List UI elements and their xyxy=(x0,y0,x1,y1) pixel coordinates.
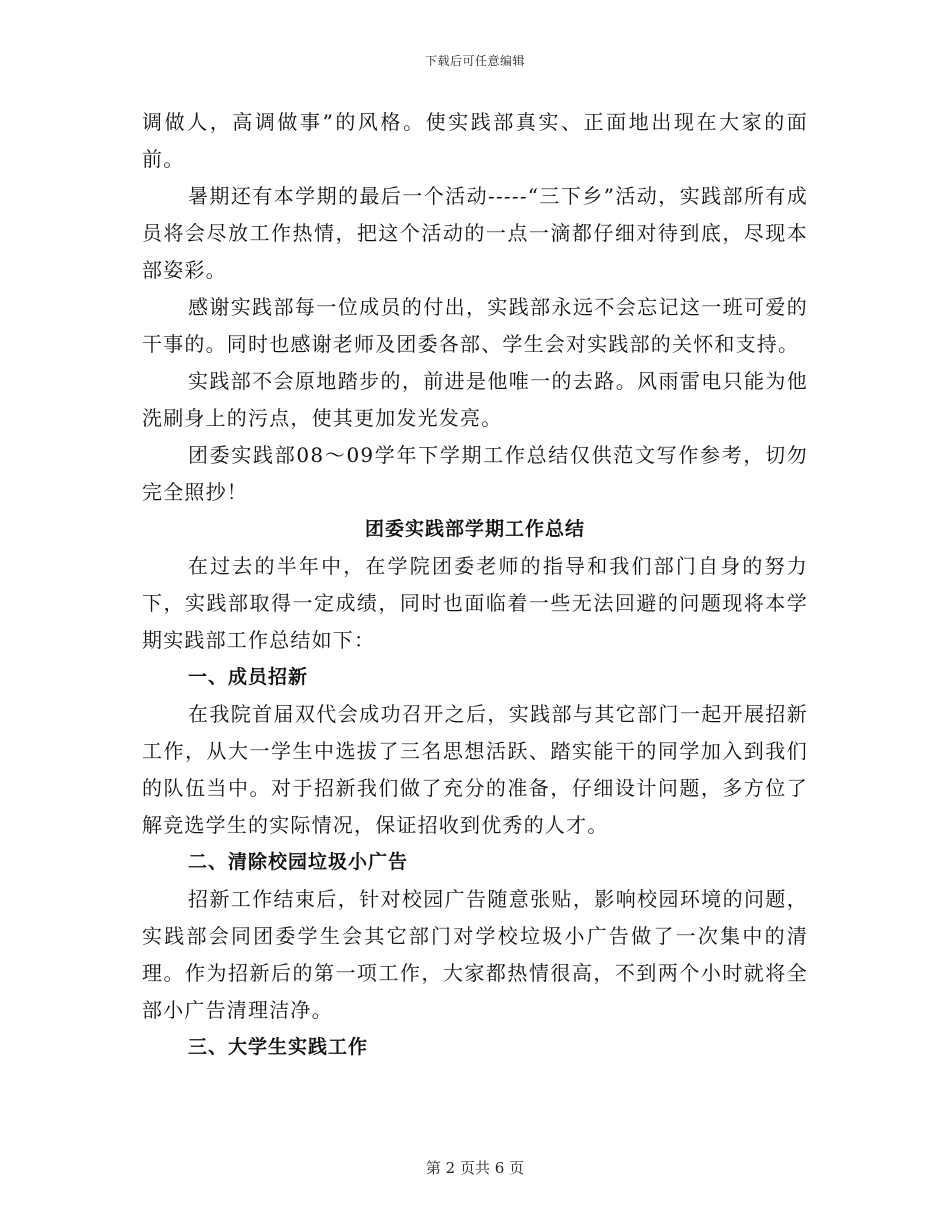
document-title: 团委实践部学期工作总结 xyxy=(364,518,585,540)
paragraph-intro: 在过去的半年中，在学院团委老师的指导和我们部门自身的努力下，实践部取得一定成绩，同时也面临着一些无法回避的问题现将本学期实践部工作总结如下： xyxy=(142,554,808,652)
section-heading-practice: 三、大学生实践工作 xyxy=(188,1036,369,1058)
paragraph-recruitment: 在我院首届双代会成功召开之后，实践部与其它部门一起开展招新工作，从大一学生中选拔了三名思想活跃、踏实能干的同学加入到我们的队伍当中。对于招新我们做了充分的准备，仔细设计问题，多方位了解竞选学生的实际情况，保证招收到优秀的人才。 xyxy=(142,702,808,837)
document-body xyxy=(142,104,808,1066)
section-heading-cleanup: 二、清除校园垃圾小广告 xyxy=(188,851,409,873)
paragraph-summer-activity: 暑期还有本学期的最后一个活动-----“三下乡”活动，实践部所有成员将会尽放工作热情，把这个活动的一点一滴都仔细对待到底，尽现本部姿彩。 xyxy=(142,184,808,282)
paragraph-continuation: 调做人，高调做事”的风格。使实践部真实、正面地出现在大家的面前。 xyxy=(142,110,808,171)
section-heading-recruitment: 一、成员招新 xyxy=(188,666,309,688)
paragraph-forward: 实践部不会原地踏步的，前进是他唯一的去路。风雨雷电只能为他洗刷身上的污点，使其更加发光发亮。 xyxy=(142,369,808,430)
page-number: 第 2 页共 6 页 xyxy=(425,1159,525,1177)
page-header: 下载后可任意编辑 xyxy=(424,54,525,68)
paragraph-disclaimer: 团委实践部08～09学年下学期工作总结仅供范文写作参考，切勿完全照抄！ xyxy=(142,443,808,504)
paragraph-cleanup: 招新工作结束后，针对校园广告随意张贴，影响校园环境的问题，实践部会同团委学生会其它部门对学校垃圾小广告做了一次集中的清理。作为招新后的第一项工作，大家都热情很高，不到两个小时就将全部小广告清理洁净。 xyxy=(142,887,808,1022)
paragraph-thanks: 感谢实践部每一位成员的付出，实践部永远不会忘记这一班可爱的干事的。同时也感谢老师及团委各部、学生会对实践部的关怀和支持。 xyxy=(142,295,808,356)
